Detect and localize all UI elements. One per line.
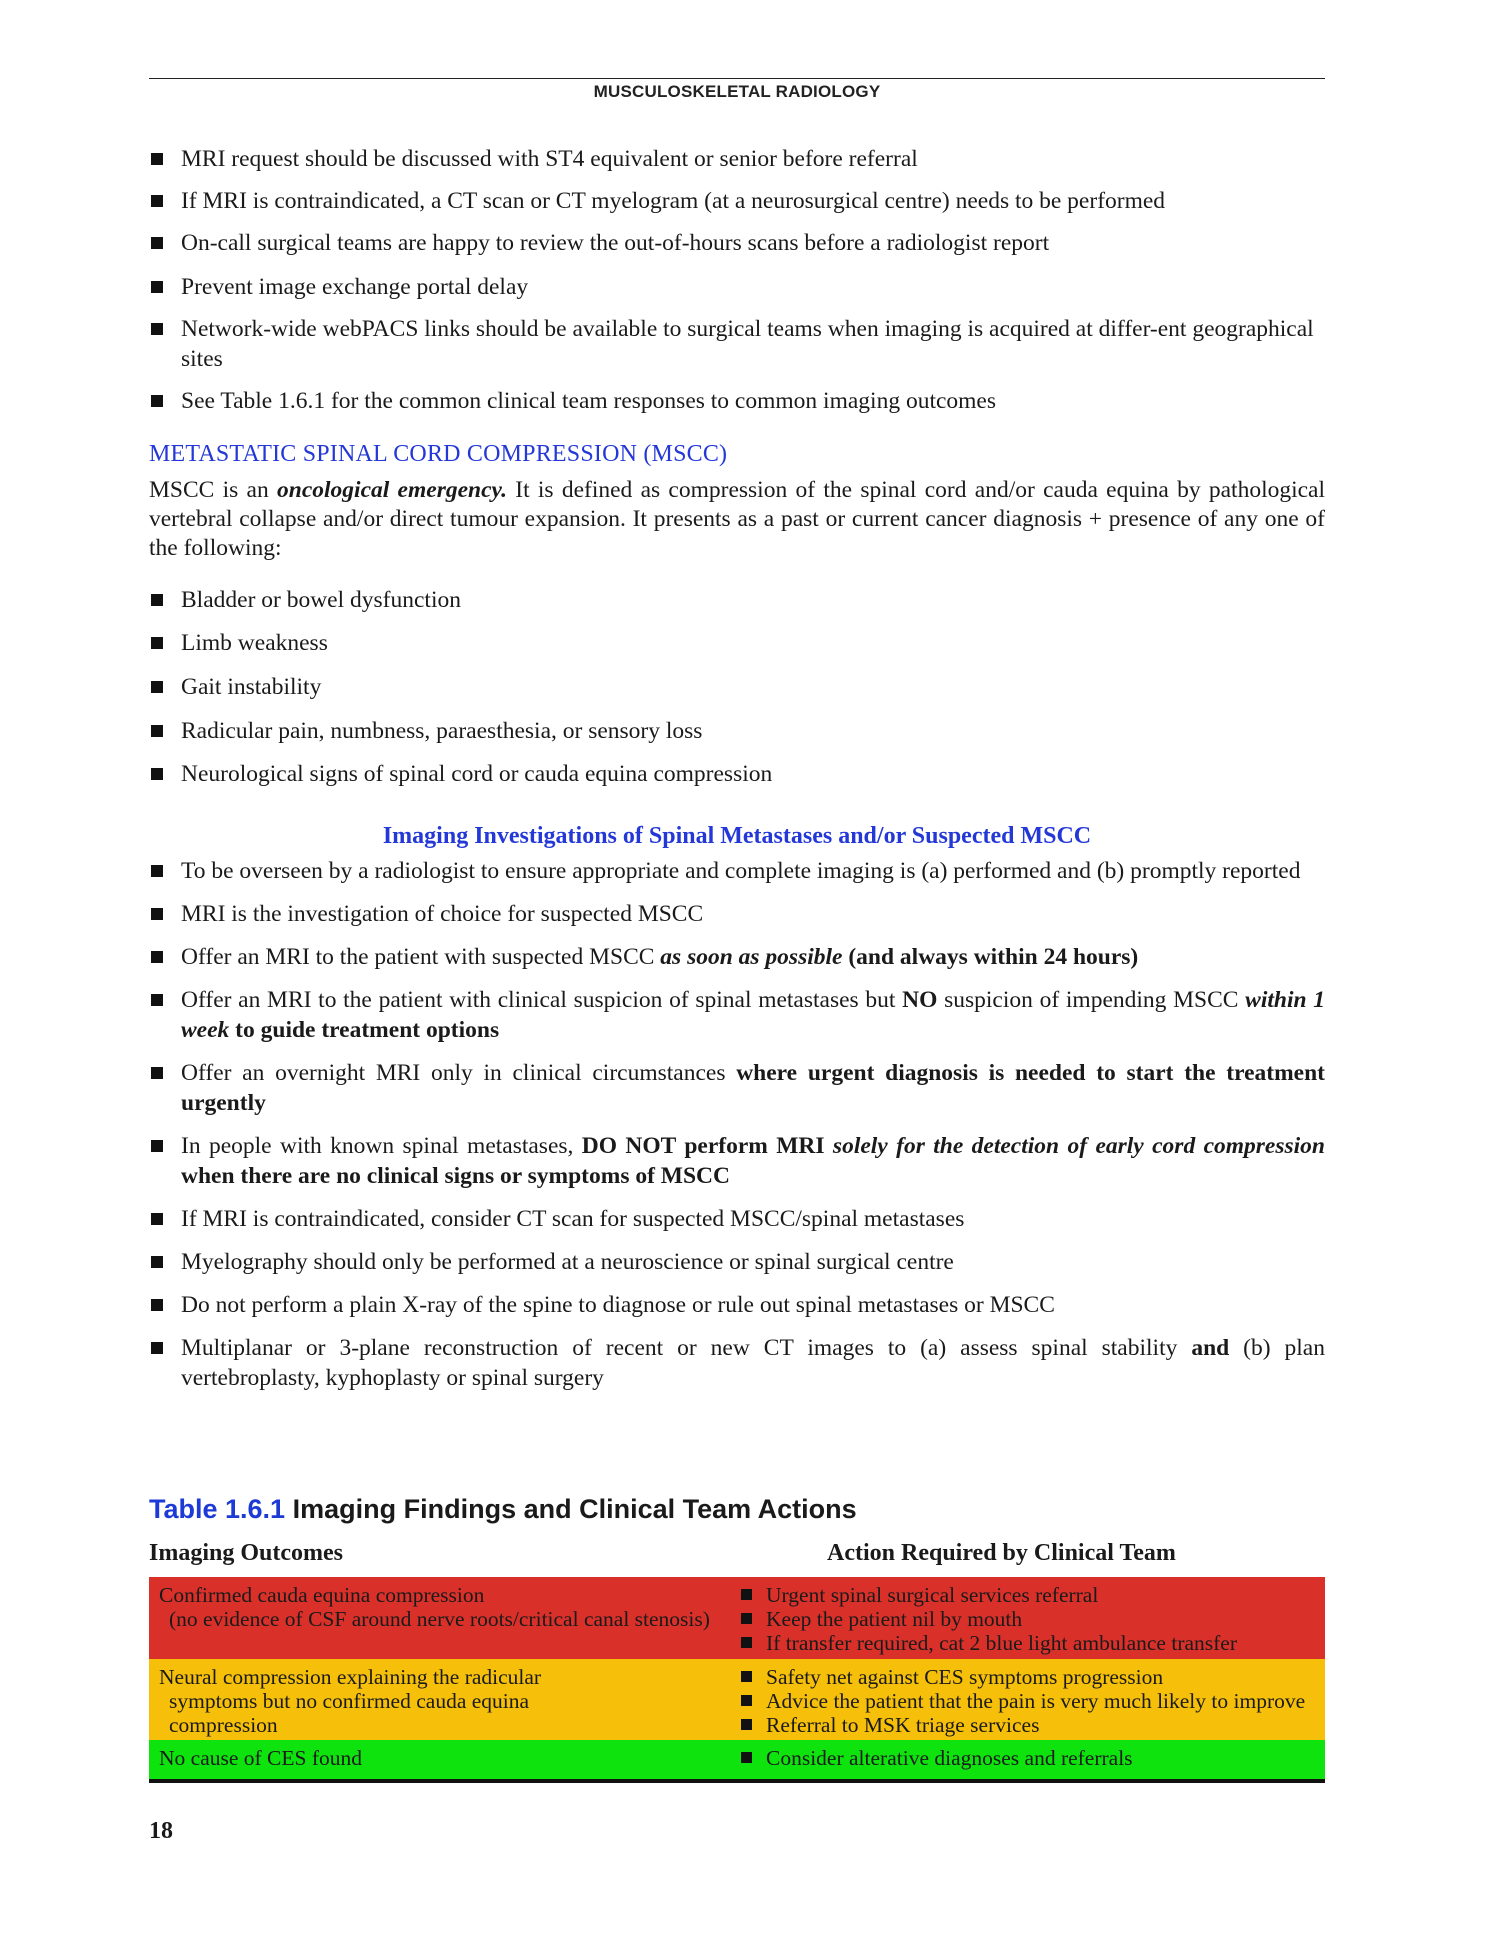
bullet-square-icon [151, 594, 163, 606]
bullet-square-icon [151, 865, 163, 877]
bullet-square-icon [741, 1671, 752, 1682]
section-heading-mscc: METASTATIC SPINAL CORD COMPRESSION (MSCC) [149, 441, 728, 467]
bullet-square-icon [151, 395, 163, 407]
bullet-square-icon [151, 153, 163, 165]
list-item: Network-wide webPACS links should be available to surgical teams when imaging is acquired at differ-ent geographical sites [149, 314, 1325, 374]
list-item: To be overseen by a radiologist to ensure appropriate and complete imaging is (a) performed and (b) promptly reported [149, 856, 1325, 886]
bullet-square-icon [151, 908, 163, 920]
outcome-cell: Neural compression explaining the radicular symptoms but no confirmed cauda equina compression [159, 1665, 542, 1737]
action-cell [739, 1665, 1319, 1737]
bullet-square-icon [151, 768, 163, 780]
list-item: See Table 1.6.1 for the common clinical team responses to common imaging outcomes [149, 386, 1325, 416]
page-number: 18 [149, 1818, 173, 1844]
list-item: Urgent spinal surgical services referral [739, 1583, 1319, 1607]
bullet-square-icon [741, 1637, 752, 1648]
bullet-square-icon [151, 1213, 163, 1225]
bullet-square-icon [151, 1299, 163, 1311]
list-item: Gait instability [149, 672, 1325, 702]
table-number: Table 1.6.1 [149, 1494, 286, 1524]
list-item: Bladder or bowel dysfunction [149, 585, 1325, 615]
mscc-definition-paragraph: MSCC is an oncological emergency. It is defined as compression of the spinal cord and/or cauda equina by pathological vertebral collapse and/or direct tumour expansion. It presents as a past or current cancer diagnosis + presence of any one of the following: [149, 477, 1326, 561]
header-rule [149, 78, 1325, 79]
list-item: MRI request should be discussed with ST4 equivalent or senior before referral [149, 144, 1325, 174]
running-head: MUSCULOSKELETAL RADIOLOGY [593, 82, 881, 101]
list-item: On-call surgical teams are happy to review the out-of-hours scans before a radiologist report [149, 228, 1325, 258]
subsection-heading-imaging: Imaging Investigations of Spinal Metastases and/or Suspected MSCC [382, 823, 1092, 849]
bullet-square-icon [151, 994, 163, 1006]
bullet-square-icon [741, 1613, 752, 1624]
action-cell [739, 1746, 1319, 1770]
mscc-signs-list [149, 585, 1325, 789]
outcome-cell: No cause of CES found [159, 1746, 363, 1770]
bullet-square-icon [151, 681, 163, 693]
bullet-square-icon [151, 281, 163, 293]
bullet-square-icon [741, 1752, 752, 1763]
list-item: Radicular pain, numbness, paraesthesia, or sensory loss [149, 716, 1325, 746]
intro-bullet-list [149, 144, 1325, 416]
list-item: Myelography should only be performed at a neuroscience or spinal surgical centre [149, 1247, 1325, 1277]
outcome-cell: Confirmed cauda equina compression (no evidence of CSF around nerve roots/critical canal stenosis) [159, 1583, 710, 1631]
table-bottom-rule [149, 1779, 1325, 1783]
column-header-outcomes: Imaging Outcomes [149, 1540, 343, 1566]
list-item: If MRI is contraindicated, consider CT scan for suspected MSCC/spinal metastases [149, 1204, 1325, 1234]
bullet-square-icon [151, 1342, 163, 1354]
list-item: Consider alterative diagnoses and referrals [739, 1746, 1319, 1770]
list-item: Referral to MSK triage services [739, 1713, 1319, 1737]
table-row-red [149, 1577, 1325, 1659]
bullet-square-icon [151, 951, 163, 963]
bullet-square-icon [151, 1067, 163, 1079]
list-item: Safety net against CES symptoms progression [739, 1665, 1319, 1689]
list-item: If transfer required, cat 2 blue light ambulance transfer [739, 1631, 1319, 1655]
list-item: Limb weakness [149, 628, 1325, 658]
bullet-square-icon [151, 637, 163, 649]
bullet-square-icon [151, 1256, 163, 1268]
table-title: Imaging Findings and Clinical Team Actions [292, 1494, 857, 1524]
bullet-square-icon [741, 1695, 752, 1706]
list-item: Keep the patient nil by mouth [739, 1607, 1319, 1631]
list-item: Offer an overnight MRI only in clinical circumstances where urgent diagnosis is needed to start the treatment urgently [149, 1058, 1325, 1118]
list-item: If MRI is contraindicated, a CT scan or CT myelogram (at a neurosurgical centre) needs to be performed [149, 186, 1325, 216]
list-item: Offer an MRI to the patient with clinical suspicion of spinal metastases but NO suspicion of impending MSCC within 1 week to guide treatment options [149, 985, 1325, 1045]
list-item: Neurological signs of spinal cord or cauda equina compression [149, 759, 1325, 789]
list-item: Advice the patient that the pain is very much likely to improve [739, 1689, 1319, 1713]
bullet-square-icon [151, 195, 163, 207]
list-item: Multiplanar or 3-plane reconstruction of recent or new CT images to (a) assess spinal stability and (b) plan vertebroplasty, kyphoplasty or spinal surgery [149, 1333, 1325, 1393]
bullet-square-icon [741, 1589, 752, 1600]
bullet-square-icon [151, 323, 163, 335]
action-cell [739, 1583, 1319, 1655]
list-item: Do not perform a plain X-ray of the spine to diagnose or rule out spinal metastases or MSCC [149, 1290, 1325, 1320]
bullet-square-icon [151, 237, 163, 249]
list-item: In people with known spinal metastases, DO NOT perform MRI solely for the detection of early cord compression when there are no clinical signs or symptoms of MSCC [149, 1131, 1325, 1191]
table-row-green [149, 1740, 1325, 1779]
table-caption [149, 1494, 1325, 1525]
imaging-bullet-list [149, 856, 1325, 1393]
table-row-amber [149, 1659, 1325, 1740]
bullet-square-icon [151, 725, 163, 737]
list-item: MRI is the investigation of choice for suspected MSCC [149, 899, 1325, 929]
list-item: Prevent image exchange portal delay [149, 272, 1325, 302]
list-item: Offer an MRI to the patient with suspected MSCC as soon as possible (and always within 24 hours) [149, 942, 1325, 972]
bullet-square-icon [151, 1140, 163, 1152]
column-header-actions: Action Required by Clinical Team [827, 1540, 1176, 1566]
bullet-square-icon [741, 1719, 752, 1730]
